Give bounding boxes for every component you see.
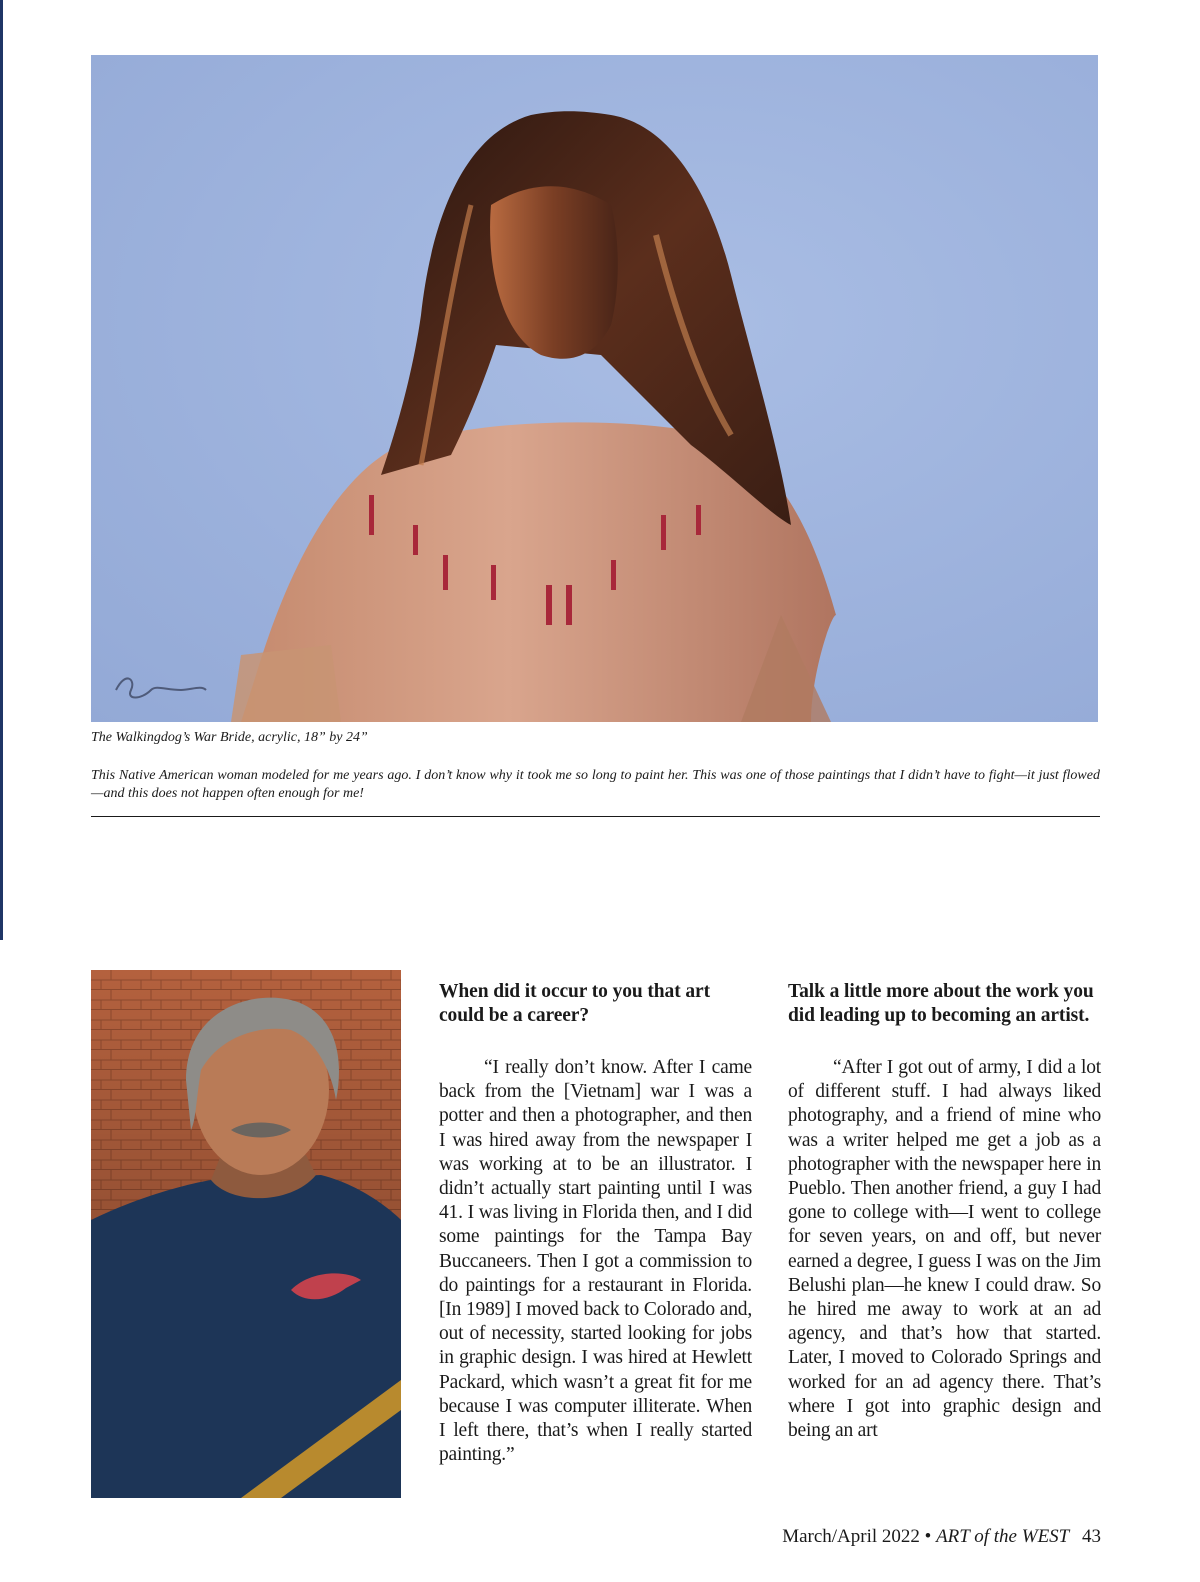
- page-edge-strip: [0, 0, 3, 940]
- painting-image: [91, 55, 1098, 722]
- question-work-before-artist: Talk a little more about the work you did leading up to becoming an artist.: [788, 981, 1094, 1026]
- painting-description-caption: This Native American woman modeled for me years ago. I don’t know why it took me so long to paint her. This was one of those paintings that I didn’t have to fight—it just flowed—and this does not happen often enough for me!: [91, 768, 1100, 801]
- page-number: 43: [1082, 1526, 1101, 1547]
- answer-art-career: “I really don’t know. After I came back from the [Vietnam] war I was a potter and then a photographer, and then I was hired away from the newspaper I was working at to be an illustrator. I didn’t actually start painting until I was 41. I was living in Florida then, and I did some paintings for the Tampa Bay Buccaneers. Then I got a commission to do paintings for a restaurant in Florida. [In 1989] I moved back to Colorado and, out of necessity, started looking for jobs in graphic design. I was hired at Hewlett Packard, which wasn’t a great fit for me because I was computer illiterate. When I left there, that’s when I really started painting.”: [439, 1057, 752, 1466]
- interview-column-left: [439, 980, 752, 1467]
- answer-work-before-artist: “After I got out of army, I did a lot of different stuff. I had always liked photography, and a friend of mine who was a writer helped me get a job as a photographer with the newspaper here in Pueblo. Then another friend, a guy I had gone to college with—I went to college for seven years, on and off, but never earned a degree, I guess I was on the Jim Belushi plan—he knew I could draw. So he hired me away to work at an ad agency, and that’s how that started. Later, I moved to Colorado Springs and worked for an ad agency there. That’s where I got into graphic design and being an art: [788, 1057, 1101, 1442]
- artist-portrait: [91, 970, 401, 1498]
- interview-column-right: [788, 980, 1101, 1443]
- painting-title-caption: The Walkingdog’s War Bride, acrylic, 18” by 24”: [91, 730, 368, 745]
- question-art-career: When did it occur to you that art could be a career?: [439, 981, 710, 1026]
- caption-divider: [91, 816, 1100, 817]
- footer-magazine-title: ART of the WEST: [936, 1526, 1070, 1547]
- page-footer: [749, 1525, 1101, 1549]
- portrait-illustration: [91, 970, 401, 1498]
- painting-illustration: [91, 55, 1098, 722]
- footer-issue: March/April 2022 •: [782, 1526, 932, 1547]
